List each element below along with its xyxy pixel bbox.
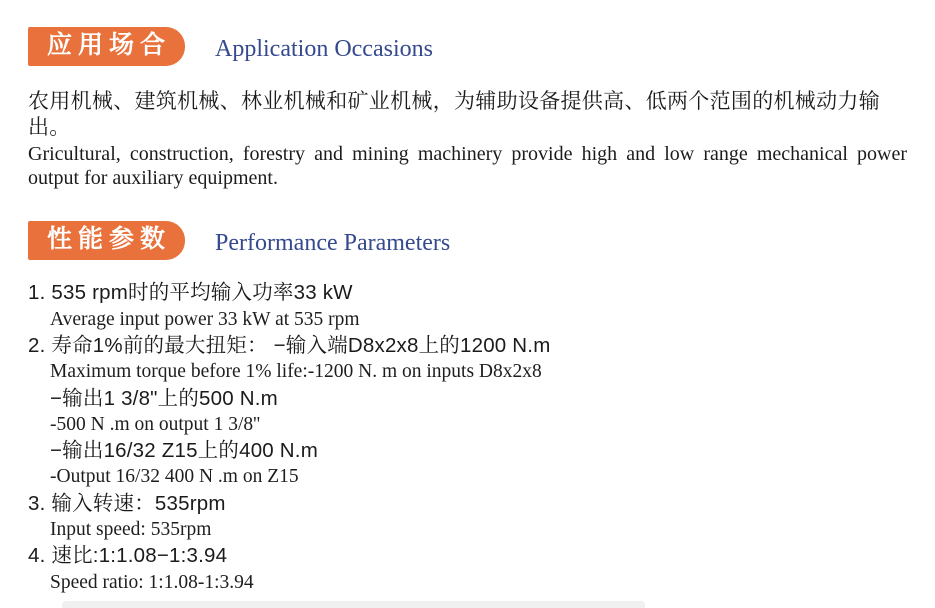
catalog-page xyxy=(0,27,935,608)
performance-section-header xyxy=(28,221,907,260)
param-2-en: Maximum torque before 1% life:-1200 N. m on inputs D8x2x8 xyxy=(50,361,542,383)
param-3-en: Input speed: 535rpm xyxy=(50,519,212,541)
param-3-zh: 3. 输入转速：535rpm xyxy=(28,491,226,515)
param-4-zh: 4. 速比:1:1.08−1:3.94 xyxy=(28,544,228,568)
application-section-header xyxy=(28,27,907,66)
param-4-en: Speed ratio: 1:1.08-1:3.94 xyxy=(50,571,254,593)
param-item-1 xyxy=(28,280,907,333)
performance-parameters-title: Performance Parameters xyxy=(215,230,451,257)
param-1-zh: 1. 535 rpm时的平均输入功率33 kW xyxy=(28,281,353,305)
cropped-next-section-bar xyxy=(62,601,645,608)
application-occasions-badge: 应用场合 xyxy=(28,27,185,66)
param-2-sub-1-zh: −输出1 3/8"上的500 N.m xyxy=(50,386,278,410)
param-2-sub-2-en: -Output 16/32 400 N .m on Z15 xyxy=(50,466,299,488)
param-item-3 xyxy=(28,491,907,544)
application-paragraph-en: Gricultural, construction, forestry and mining machinery provide high and low range mechanical power output for auxiliary equipment. xyxy=(28,143,907,189)
performance-parameters-badge: 性能参数 xyxy=(28,221,185,260)
application-occasions-title: Application Occasions xyxy=(215,36,433,62)
param-item-2 xyxy=(28,333,907,491)
param-1-en: Average input power 33 kW at 535 rpm xyxy=(50,308,360,330)
performance-parameters-list xyxy=(28,280,907,596)
param-2-sub-1-en: -500 N .m on output 1 3/8'' xyxy=(50,413,261,435)
param-2-zh: 2. 寿命1%前的最大扭矩： −输入端D8x2x8上的1200 N.m xyxy=(28,334,551,357)
param-2-sub-2-zh: −输出16/32 Z15上的400 N.m xyxy=(50,439,318,463)
application-paragraph-zh: 农用机械、建筑机械、林业机械和矿业机械，为辅助设备提供高、低两个范围的机械动力输出。 xyxy=(28,90,880,139)
param-item-4 xyxy=(28,543,907,596)
